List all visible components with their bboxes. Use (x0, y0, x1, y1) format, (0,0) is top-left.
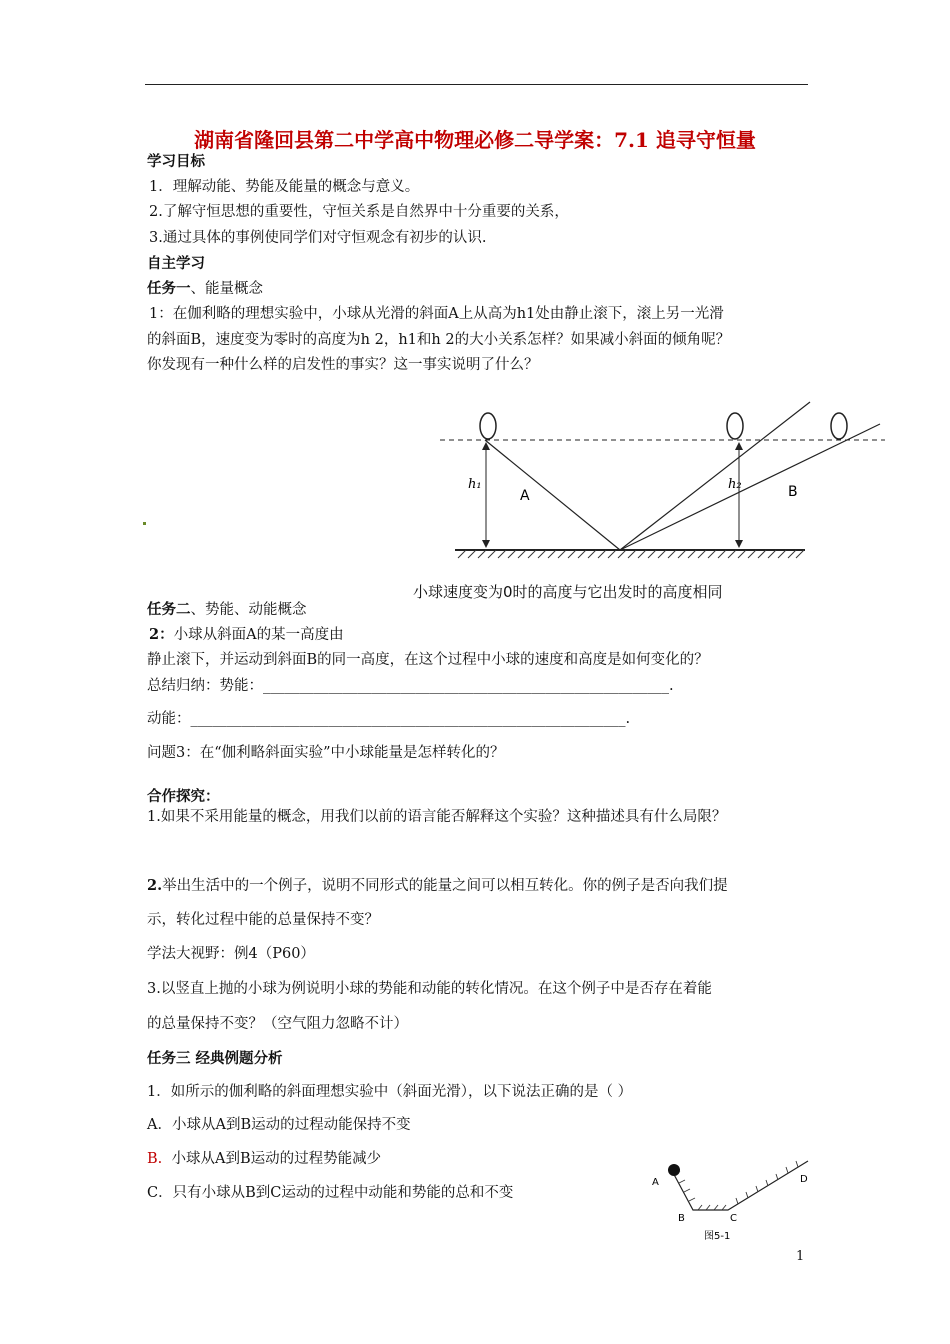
task1-heading (147, 279, 263, 299)
goals-heading: 学习目标 (147, 153, 205, 170)
cooperate-item-2-line-2: 示，转化过程中能的总量保持不变？ (147, 912, 379, 928)
reference-note: 学法大视野：例4（P60） (147, 946, 315, 962)
figure1-caption: 小球速度变为0时的高度与它出发时的高度相同 (413, 583, 723, 601)
incline-a (485, 440, 620, 550)
stray-mark (143, 522, 146, 525)
task2-heading-rest: 、势能、动能概念 (190, 602, 307, 618)
label-h2: h₂ (728, 477, 742, 492)
figure2-caption: 图5-1 (704, 1231, 731, 1242)
label-b: B (788, 484, 798, 500)
cooperate-item-2-line-1 (147, 876, 728, 896)
cooperate-item-3-line-2: 的总量保持不变？（空气阻力忽略不计） (147, 1016, 408, 1032)
summary-potential-energy: 总结归纳：势能：________________________________________________________. (147, 678, 674, 694)
q1-line-1: 1：在伽利略的理想实验中，小球从光滑的斜面A上从高为h1处由静止滚下，滚上另一光滑 (149, 306, 724, 322)
option-c: C．只有小球从B到C运动的过程中动能和势能的总和不变 (147, 1185, 514, 1201)
cooperate-item-2-text: 举出生活中的一个例子，说明不同形式的能量之间可以相互转化。你的例子是否向我们提 (162, 878, 728, 894)
label-d: D (800, 1174, 808, 1185)
cooperate-item-3-line-1: 3.以竖直上抛的小球为例说明小球的势能和动能的转化情况。在这个例子中是否存在着能 (147, 981, 712, 997)
q2-line-1 (149, 625, 344, 645)
task2-heading-bold: 任务二 (147, 601, 191, 618)
page-title: 湖南省隆回县第二中学高中物理必修二导学案：7.1 追寻守恒量 (194, 128, 756, 152)
task2-heading (147, 600, 307, 620)
label-h1: h₁ (468, 477, 482, 492)
label-c: C (730, 1213, 737, 1224)
track-hatching (674, 1161, 798, 1210)
q2-line-2: 静止滚下，并运动到斜面B的同一高度，在这个过程中小球的速度和高度是如何变化的？ (147, 652, 709, 668)
label-a: A (652, 1177, 659, 1188)
goal-item-3: 3.通过具体的事例使同学们对守恒观念有初步的认识. (149, 230, 487, 246)
q2-line-1-text: 小球从斜面A的某一高度由 (173, 627, 344, 643)
page-number: 1 (796, 1249, 805, 1264)
q2-number: 2： (149, 626, 174, 643)
ball-steep-end (727, 413, 743, 439)
task1-heading-bold: 任务一 (147, 280, 191, 297)
galileo-incline-figure (430, 400, 890, 610)
h1-arrowhead-down (482, 540, 490, 548)
task3-heading: 任务三 经典例题分析 (147, 1050, 283, 1067)
goal-item-2: 2.了解守恒思想的重要性，守恒关系是自然界中十分重要的关系， (149, 204, 569, 220)
summary-kinetic-energy: 动能：____________________________________________________________. (147, 711, 631, 727)
q1-line-2: 的斜面B，速度变为零时的高度为h 2，h1和h 2的大小关系怎样？如果减小斜面的倾角呢？ (147, 332, 731, 348)
cooperate-item-1: 1.如果不采用能量的概念，用我们以前的语言能否解释这个实验？这种描述具有什么局限？ (147, 809, 727, 825)
question-3: 问题3：在“伽利略斜面实验”中小球能量是怎样转化的？ (147, 745, 505, 761)
label-b: B (678, 1213, 685, 1224)
option-b-letter: B. (147, 1151, 163, 1167)
ball-icon (668, 1164, 680, 1176)
ball-shallow-end (831, 413, 847, 439)
incline-b-shallow (620, 424, 880, 550)
ground-hatching (458, 550, 804, 558)
track-figure (648, 1155, 818, 1245)
option-a: A．小球从A到B运动的过程动能保持不变 (147, 1117, 411, 1133)
self-study-heading: 自主学习 (147, 255, 205, 272)
task1-heading-rest: 、能量概念 (190, 281, 263, 297)
incline-b-steep (620, 402, 810, 550)
cooperate-heading: 合作探究： (147, 788, 220, 805)
option-b-text: 小球从A到B运动的过程势能减少 (171, 1151, 382, 1167)
label-a: A (520, 488, 530, 504)
track-line (670, 1161, 808, 1210)
h2-arrowhead-up (735, 442, 743, 450)
cooperate-item-2-number: 2. (147, 877, 163, 894)
q1-line-3: 你发现有一种什么样的启发性的事实？这一事实说明了什么？ (147, 357, 539, 373)
h2-arrowhead-down (735, 540, 743, 548)
task3-question-1: 1．如所示的伽利略的斜面理想实验中（斜面光滑），以下说法正确的是（ ） (147, 1084, 633, 1100)
option-b (147, 1149, 381, 1169)
header-rule (145, 84, 808, 85)
ball-start (480, 413, 496, 439)
goal-item-1: 1．理解动能、势能及能量的概念与意义。 (149, 179, 420, 195)
